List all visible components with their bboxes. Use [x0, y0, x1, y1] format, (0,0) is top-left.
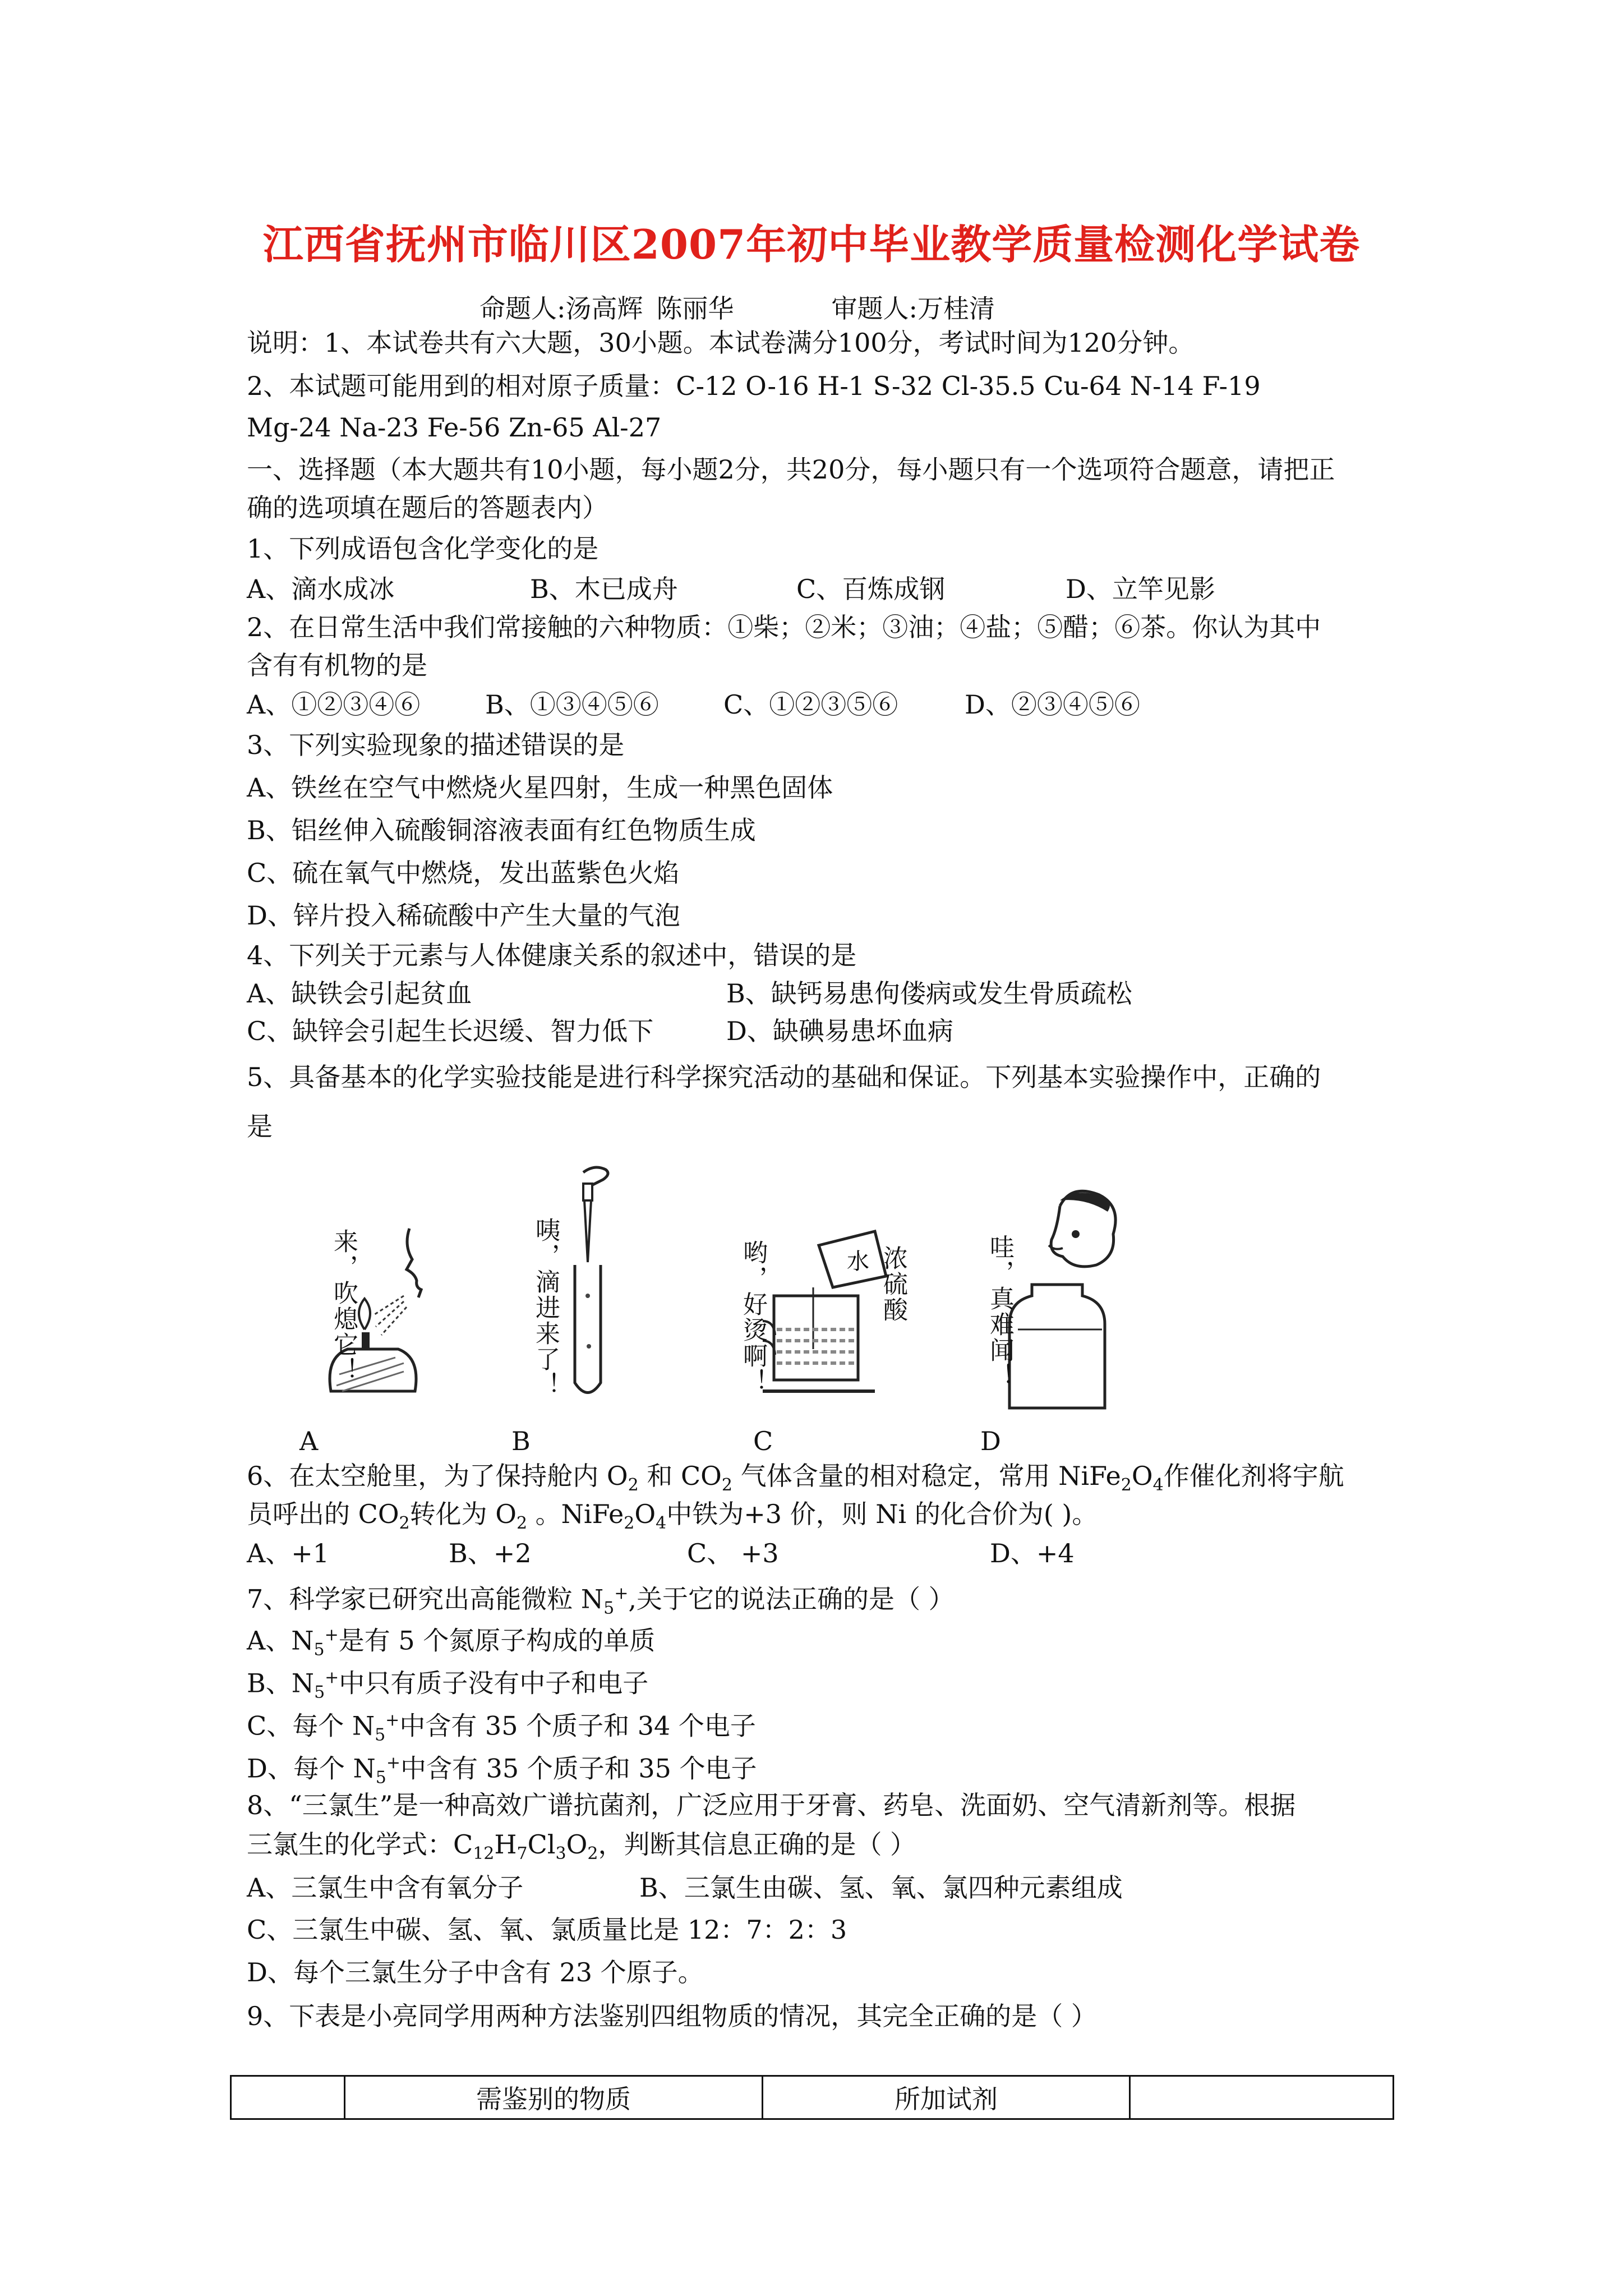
setter-2: 陈丽华: [656, 293, 734, 324]
figure-label-c: C: [753, 1426, 773, 1456]
q1-option-c: C、百炼成钢: [796, 574, 946, 604]
q4-option-d: D、缺碘易患坏血病: [726, 1016, 953, 1046]
q1-option-b: B、木已成舟: [530, 574, 678, 604]
q8-option-c: C、三氯生中碳、氢、氧、氯质量比是 12：7：2：3: [247, 1915, 847, 1945]
q5-stem: 5、具备基本的化学实验技能是进行科学探究活动的基础和保证。下列基本实验操作中，正确的: [247, 1062, 1321, 1092]
table-header-row: [231, 2076, 1394, 2119]
q4-option-a: A、缺铁会引起贫血: [247, 978, 472, 1009]
q8-stem: 8、“三氯生”是一种高效广谱抗菌剂，广泛应用于牙膏、药皂、洗面奶、空气清新剂等。根据: [247, 1790, 1296, 1820]
figure-c-acid-label: 浓硫酸: [879, 1245, 907, 1323]
figure-b: [522, 1161, 645, 1410]
q8-option-d: D、每个三氯生分子中含有 23 个原子。: [247, 1957, 704, 1987]
q9-stem: 9、下表是小亮同学用两种方法鉴别四组物质的情况，其完全正确的是（ ）: [247, 2001, 1097, 2031]
q3-option-b: B、铝丝伸入硫酸铜溶液表面有红色物质生成: [247, 815, 756, 845]
q2-stem-cont: 含有有机物的是: [247, 650, 427, 680]
q7-stem: 7、科学家已研究出高能微粒 $N_5^+$,关于它的说法正确的是（ ）: [247, 1584, 955, 1618]
q8-option-b: B、三氯生由碳、氢、氧、氯四种元素组成: [639, 1872, 1123, 1903]
q5-stem-cont: 是: [247, 1111, 273, 1142]
q6-option-c: C、 +3: [687, 1538, 779, 1568]
figure-d-caption: 哇，真难闻！: [985, 1234, 1014, 1389]
q4-stem: 4、下列关于元素与人体健康关系的叙述中，错误的是: [247, 940, 857, 970]
table-header-cell: [231, 2076, 345, 2119]
q7-option-c: C、每个 $N_5^+$中含有 35 个质子和 34 个电子: [247, 1710, 756, 1745]
q6-option-d: D、+4: [990, 1538, 1075, 1568]
q7-option-b: B、$N_5^+$中只有质子没有中子和电子: [247, 1668, 649, 1703]
section-heading-cont: 确的选项填在题后的答题表内）: [247, 493, 608, 523]
figure-label-b: B: [511, 1426, 531, 1456]
figure-c: [729, 1228, 907, 1410]
instructions-3: Mg-24 Na-23 Fe-56 Zn-65 Al-27: [247, 412, 662, 443]
authors-line: [479, 288, 1008, 325]
figure-label-d: D: [980, 1426, 1001, 1456]
q2-stem: 2、在日常生活中我们常接触的六种物质：①柴；②米；③油；④盐；⑤醋；⑥茶。你认为其中: [247, 612, 1321, 642]
q4-option-b: B、缺钙易患佝偻病或发生骨质疏松: [726, 978, 1132, 1009]
exam-title: 江西省抚州市临川区2007年初中毕业教学质量检测化学试卷: [262, 220, 1361, 268]
figure-a-caption: 来，吹熄它！: [329, 1228, 358, 1383]
q2-option-c: C、①②③⑤⑥: [723, 689, 898, 720]
section-heading: 一、选择题（本大题共有10小题，每小题2分，共20分，每小题只有一个选项符合题意，请把正: [247, 454, 1335, 485]
q8-stem-cont: 三氯生的化学式：$C_{12}H_7Cl_3O_2$，判断其信息正确的是（ ）: [247, 1829, 916, 1864]
figure-b-caption: 咦，滴进来了！: [531, 1217, 560, 1398]
q2-option-a: A、①②③④⑥: [247, 689, 421, 720]
q2-option-b: B、①③④⑤⑥: [485, 689, 659, 720]
q3-option-a: A、铁丝在空气中燃烧火星四射，生成一种黑色固体: [247, 772, 833, 803]
instructions-2: 2、本试题可能用到的相对原子质量：C-12 O-16 H-1 S-32 Cl-35.5 Cu-64 N-14 F-19: [247, 371, 1261, 401]
q1-option-a: A、滴水成冰: [247, 574, 395, 604]
table-header-cell: [1130, 2076, 1394, 2119]
q7-option-d: D、每个 $N_5^+$中含有 35 个质子和 35 个电子: [247, 1753, 757, 1788]
q4-option-c: C、缺锌会引起生长迟缓、智力低下: [247, 1016, 654, 1046]
q6-stem-line2: 员呼出的 $CO_2$转化为 $O_2$ 。$NiFe_2O_4$中铁为+3 价，则 Ni 的化合价为( )。: [247, 1499, 1098, 1534]
instructions-1: 说明：1、本试卷共有六大题，30小题。本试卷满分100分，考试时间为120分钟。: [247, 328, 1195, 358]
q6-option-a: A、+1: [247, 1538, 330, 1568]
q3-option-d: D、锌片投入稀硫酸中产生大量的气泡: [247, 900, 680, 931]
table-header-cell: 需鉴别的物质: [345, 2076, 763, 2119]
q9-table: [230, 2075, 1394, 2120]
setter: 命题人:汤高辉: [479, 293, 643, 324]
q3-option-c: C、硫在氧气中燃烧，发出蓝紫色火焰: [247, 858, 680, 888]
q6-stem-line1: 6、在太空舱里，为了保持舱内 $O_2$ 和 $CO_2$ 气体含量的相对稳定，常用 $NiFe_2O_4$作催化剂将宇航: [247, 1461, 1344, 1496]
figure-d: [976, 1184, 1133, 1421]
q3-stem: 3、下列实验现象的描述错误的是: [247, 730, 625, 760]
reviewer: 审题人:万桂清: [831, 293, 995, 324]
table-header-cell: 所加试剂: [763, 2076, 1130, 2119]
figure-label-a: A: [299, 1426, 319, 1456]
figure-a: [314, 1217, 460, 1410]
q8-option-a: A、三氯生中含有氧分子: [247, 1872, 524, 1903]
water-label: 水: [847, 1249, 869, 1274]
q2-option-d: D、②③④⑤⑥: [965, 689, 1140, 720]
q1-stem: 1、下列成语包含化学变化的是: [247, 533, 599, 564]
q7-option-a: A、$N_5^+$是有 5 个氮原子构成的单质: [247, 1625, 656, 1660]
figure-c-caption: 哟，好烫啊！: [739, 1240, 767, 1395]
q6-option-b: B、+2: [449, 1538, 532, 1568]
q1-option-d: D、立竿见影: [1066, 574, 1215, 604]
